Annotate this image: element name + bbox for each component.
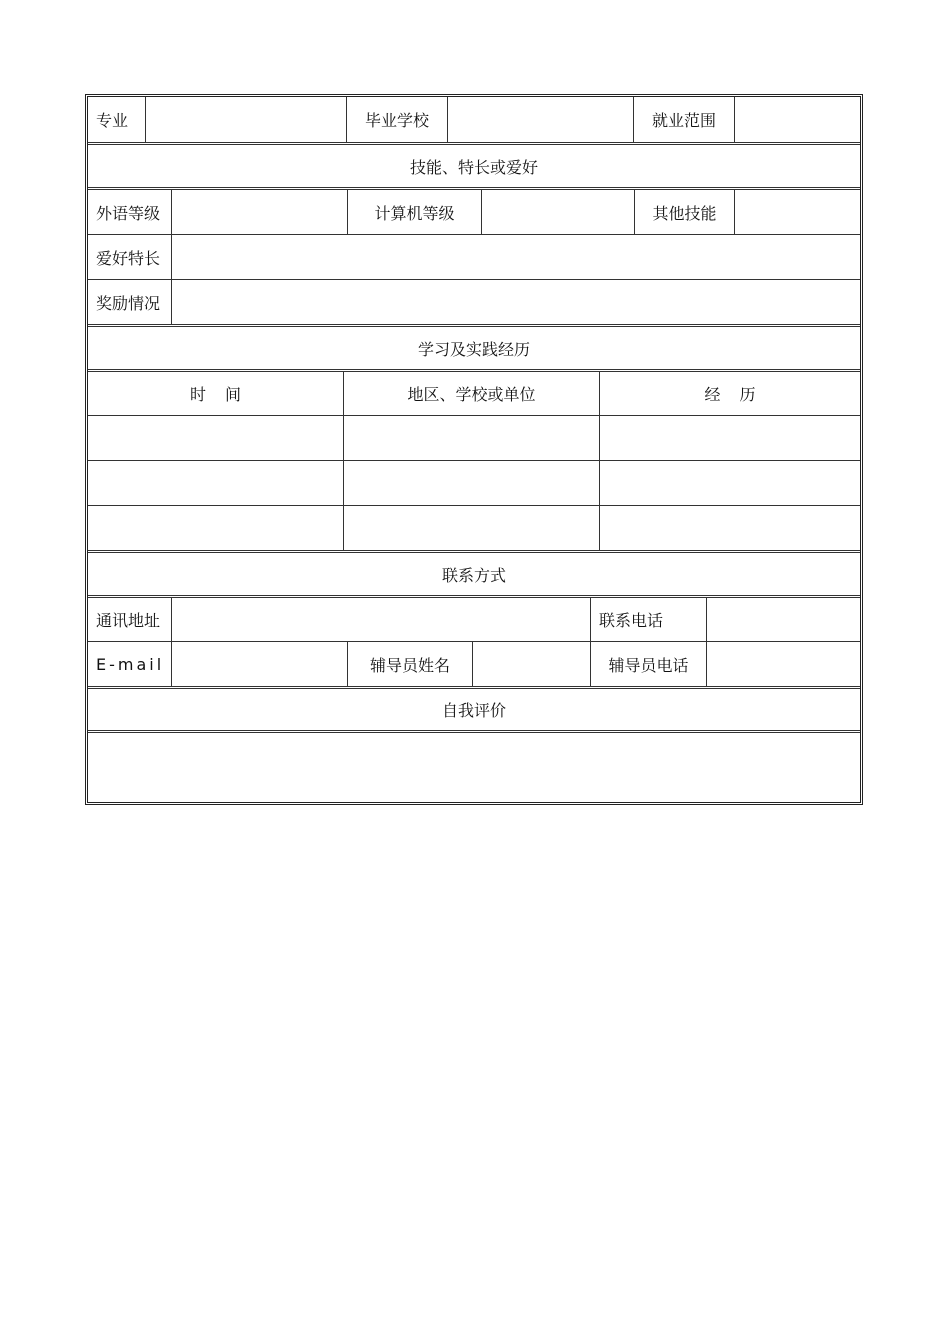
time-cell[interactable] (88, 461, 344, 505)
computer-label: 计算机等级 (348, 190, 482, 234)
self-eval-section-header (88, 689, 860, 733)
time-header: 时 间 (88, 372, 344, 415)
award-field[interactable] (172, 280, 860, 324)
self-eval-row (88, 733, 860, 802)
counselor-phone-field[interactable] (707, 642, 860, 686)
counselor-phone-label: 辅导员电话 (591, 642, 707, 686)
skills-title: 技能、特长或爱好 (409, 157, 538, 177)
scope-label: 就业范围 (634, 97, 735, 142)
self-eval-title: 自我评价 (441, 701, 506, 720)
phone-field[interactable] (707, 598, 860, 641)
email-field[interactable] (172, 642, 348, 686)
experience-header: 经 历 (704, 385, 756, 404)
major-label: 专业 (88, 97, 146, 142)
address-field[interactable] (172, 598, 591, 641)
award-label: 奖励情况 (88, 280, 172, 324)
table-row (88, 506, 860, 553)
experience-cell[interactable] (600, 416, 860, 460)
major-field[interactable] (146, 97, 347, 142)
experience-title: 学习及实践经历 (417, 339, 530, 359)
hobby-label: 爱好特长 (88, 235, 172, 279)
hobby-field[interactable] (172, 235, 860, 279)
counselor-name-label: 辅导员姓名 (348, 642, 473, 686)
place-cell[interactable] (344, 506, 600, 550)
skills-section-header (88, 145, 860, 190)
hobby-row (88, 235, 860, 280)
contact-title: 联系方式 (441, 565, 506, 585)
time-cell[interactable] (88, 416, 344, 460)
levels-row (88, 190, 860, 235)
self-eval-field[interactable] (88, 733, 860, 802)
basic-row (88, 97, 860, 145)
counselor-name-field[interactable] (473, 642, 591, 686)
table-row (88, 416, 860, 461)
other-skill-label: 其他技能 (635, 190, 735, 234)
experience-cell[interactable] (600, 506, 860, 550)
phone-label: 联系电话 (591, 598, 707, 641)
resume-form (85, 94, 863, 805)
email-row (88, 642, 860, 689)
foreign-lang-label: 外语等级 (88, 190, 172, 234)
school-label: 毕业学校 (347, 97, 448, 142)
experience-cell[interactable] (600, 461, 860, 505)
school-field[interactable] (448, 97, 634, 142)
other-skill-field[interactable] (735, 190, 860, 234)
place-cell[interactable] (344, 416, 600, 460)
address-row (88, 598, 860, 642)
table-row (88, 461, 860, 506)
time-cell[interactable] (88, 506, 344, 550)
computer-field[interactable] (482, 190, 635, 234)
experience-header-row (88, 372, 860, 416)
place-cell[interactable] (344, 461, 600, 505)
award-row (88, 280, 860, 327)
experience-section-header (88, 327, 860, 372)
place-header: 地区、学校或单位 (344, 372, 600, 415)
scope-field[interactable] (735, 97, 860, 142)
address-label: 通讯地址 (88, 598, 172, 641)
foreign-lang-field[interactable] (172, 190, 348, 234)
email-label: E-mail (88, 642, 172, 686)
contact-section-header (88, 553, 860, 598)
